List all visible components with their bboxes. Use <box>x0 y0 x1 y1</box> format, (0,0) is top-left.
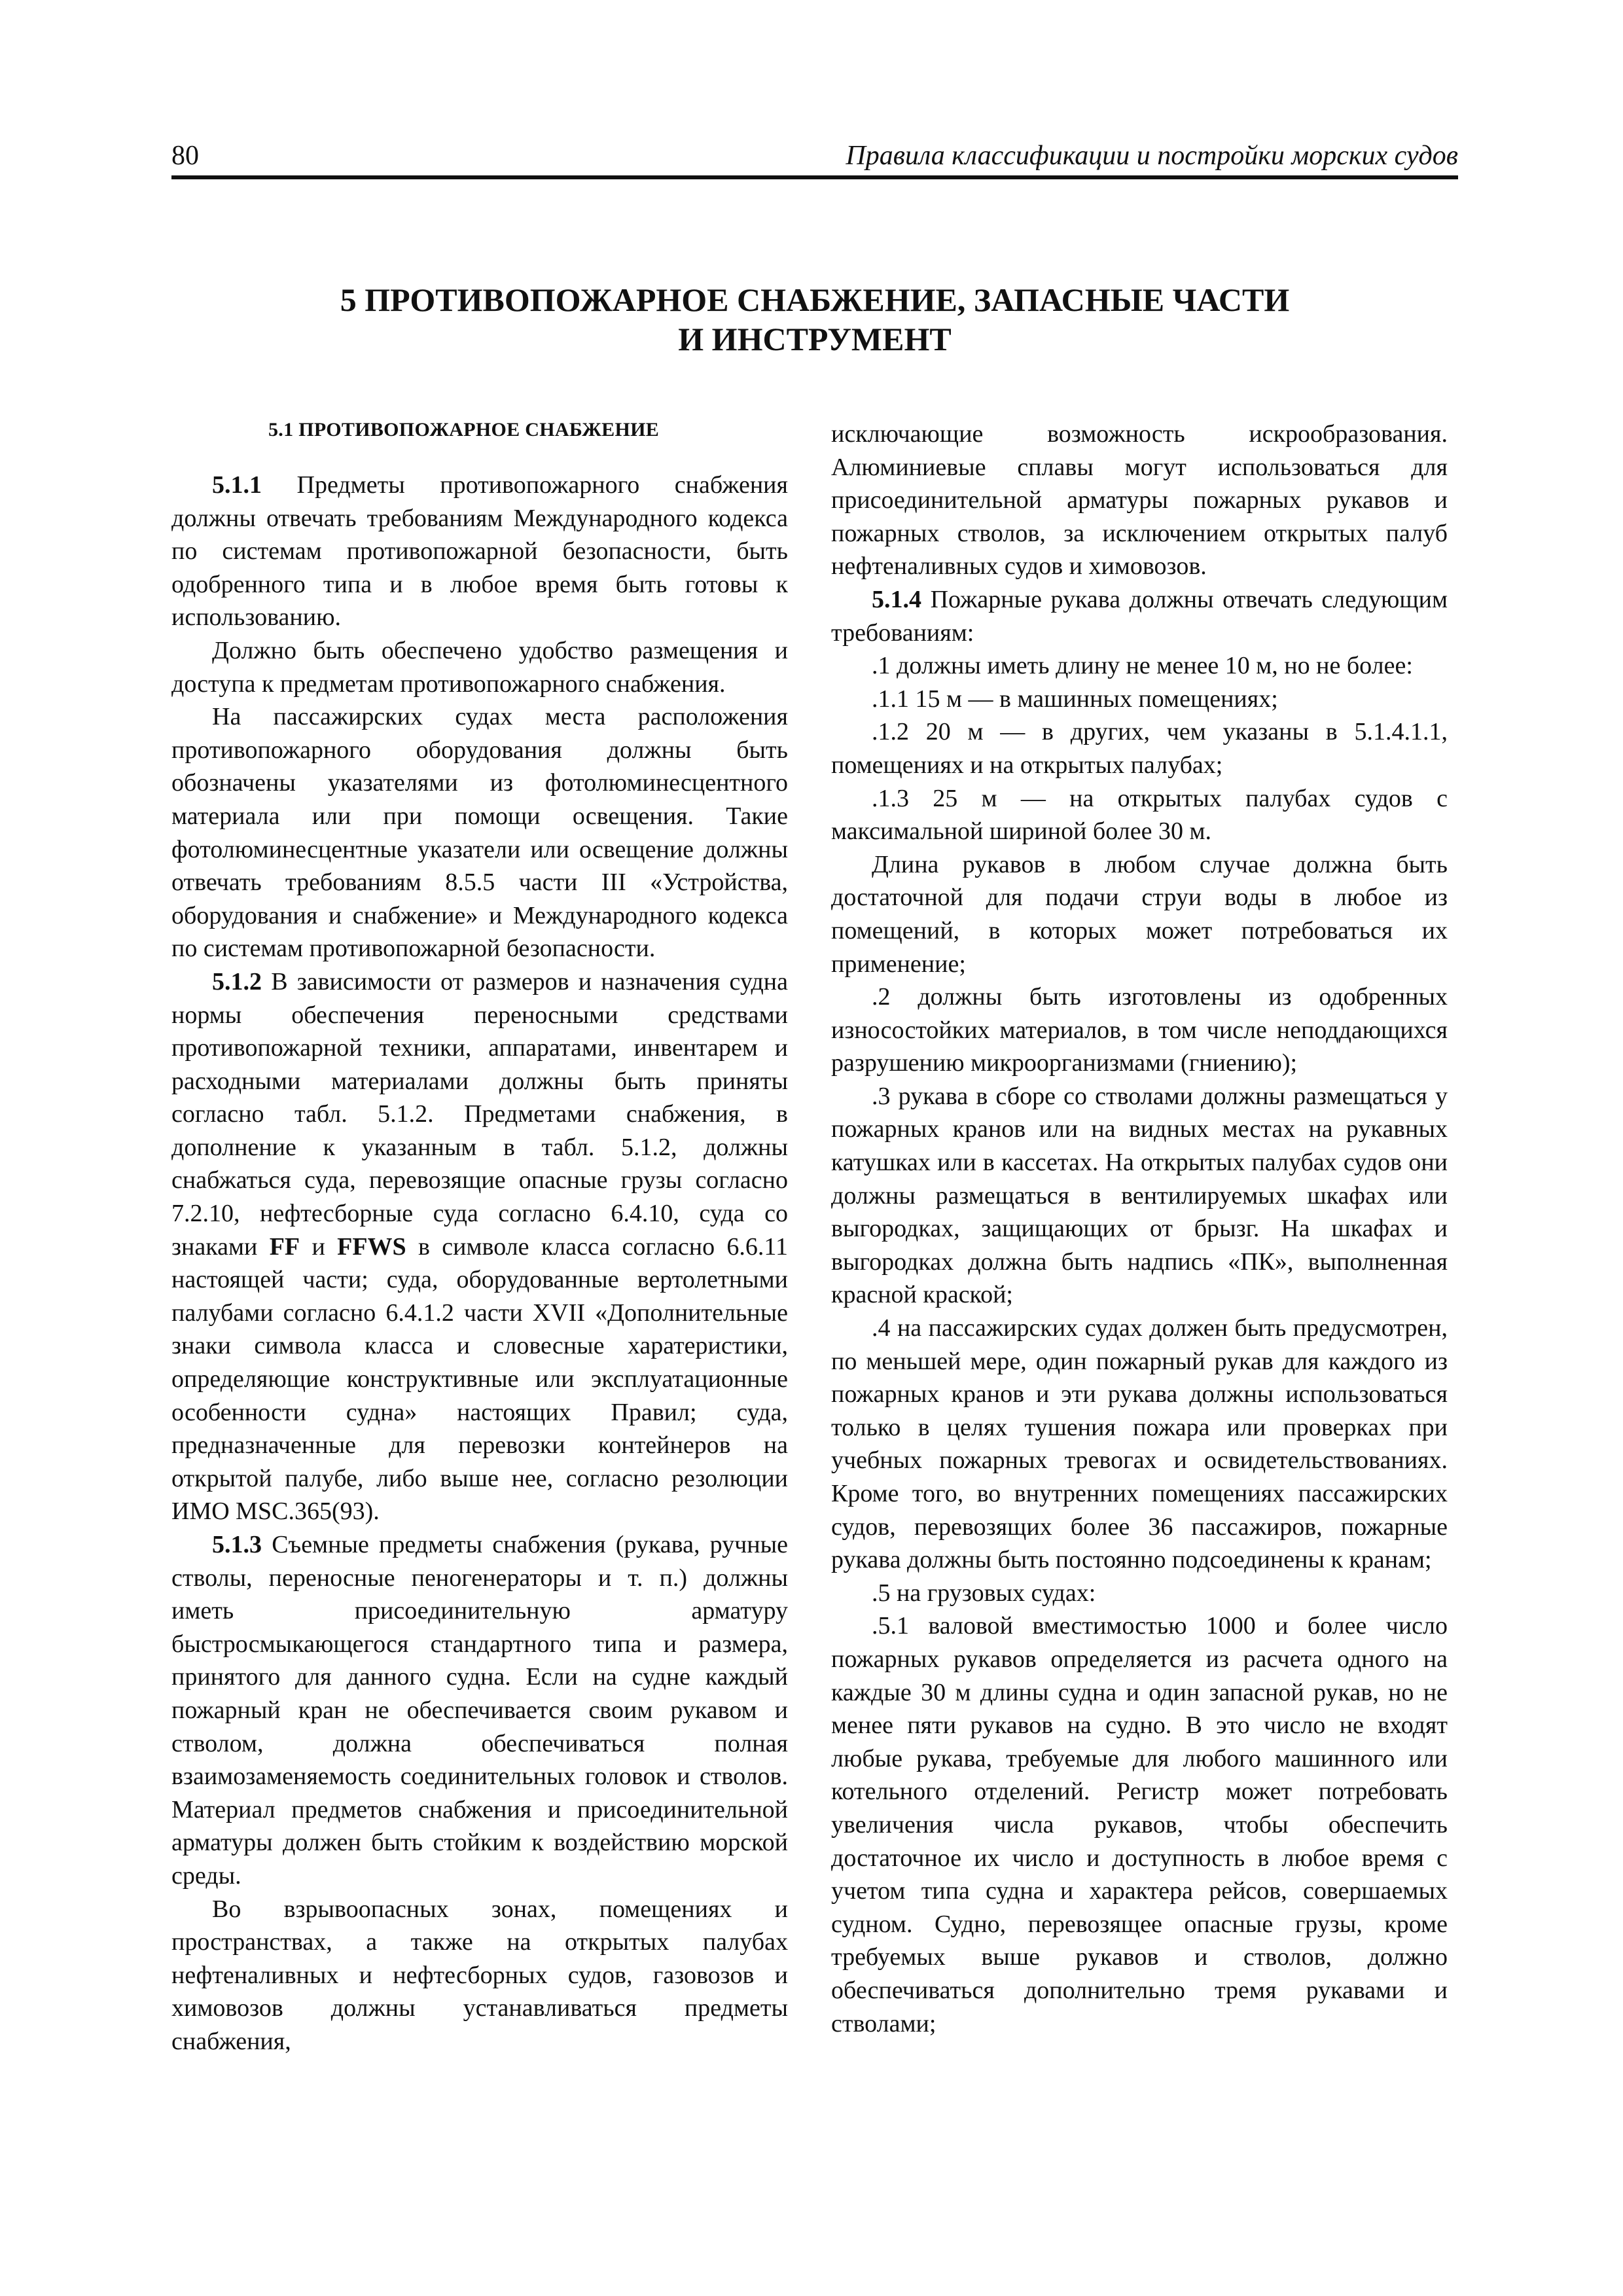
list-item: .2 должны быть изготовлены из одобренных износостойких материалов, в том числе неподдающихся разрушению микроорганизмами (гниению); <box>831 983 1448 1077</box>
section-heading: 5.1 ПРОТИВОПОЖАРНОЕ СНАБЖЕНИЕ <box>268 419 660 440</box>
page-number: 80 <box>171 141 199 171</box>
chapter-title-line-2: И ИНСТРУМЕНТ <box>678 321 952 357</box>
list-item: .1.1 15 м — в машинных помещениях; <box>872 685 1278 713</box>
paragraph-5-1-2 <box>171 965 788 1528</box>
paragraph-text: Съемные предметы снабжения (рукава, ручные стволы, переносные пеногенераторы и т. п.) должны иметь присоединительную арматуру быстросмыкающегося стандартного типа и размера, принятого для данного судна. Если на судне каждый пожарный кран не обеспечивается своим рукавом и стволом, должна обеспечиваться полная взаимозаменяемость соединительных головок и стволов. Материал предметов снабжения и присоединительной арматуры должен быть стойким к воздействию морской среды. <box>171 1531 788 1890</box>
paragraph: Во взрывоопасных зонах, помещениях и пространствах, а также на открытых палубах нефтеналивных и нефтесборных судов, газовозов и химовозов должны устанавливаться предметы снабжения, <box>171 1895 788 2055</box>
paragraph: Должно быть обеспечено удобство размещения и доступа к предметам противопожарного снабжения. <box>171 636 788 698</box>
paragraph: Длина рукавов в любом случае должна быть достаточной для подачи струи воды в любое из помещений, в которых может потребоваться их применение; <box>831 850 1448 978</box>
clause-number: 5.1.2 <box>212 967 262 996</box>
chapter-title <box>171 280 1458 359</box>
class-notation-ff: FF <box>269 1232 300 1261</box>
clause-number: 5.1.1 <box>212 471 262 499</box>
paragraph-text: и <box>300 1232 338 1261</box>
paragraph-text: В зависимости от размеров и назначения судна нормы обеспечения переносными средствами противопожарной техники, аппаратами, инвентарем и расходными материалами должны быть приняты согласно табл. 5.1.2. Предметами снабжения, в дополнение к указанным в табл. 5.1.2, должны снабжаться суда, перевозящие опасные грузы согласно 7.2.10, нефтесборные суда согласно 6.4.10, суда со знаками <box>171 967 788 1261</box>
clause-number: 5.1.4 <box>872 585 921 613</box>
list-item: .1.2 20 м — в других, чем указаны в 5.1.4.1.1, помещениях и на открытых палубах; <box>831 718 1448 779</box>
list-item: .1.3 25 м — на открытых палубах судов с максимальной шириной более 30 м. <box>831 784 1448 846</box>
paragraph-text: в символе класса согласно 6.6.11 настоящей части; суда, оборудованные вертолетными палубами согласно 6.4.1.2 части XVII «Дополнительные знаки символа класса и словесные харатеристики, определяющие конструктивные или эксплуатационные особенности судна» настоящих Правил; суда, предназначенные для перевозки контейнеров на открытой палубе, либо выше нее, согласно резолюции ИМО MSC.365(93). <box>171 1232 788 1526</box>
chapter-title-line-1: 5 ПРОТИВОПОЖАРНОЕ СНАБЖЕНИЕ, ЗАПАСНЫЕ ЧАСТИ <box>340 281 1290 318</box>
list-item: .5 на грузовых судах: <box>872 1579 1096 1607</box>
header-rule <box>171 175 1458 179</box>
list-item: .5.1 валовой вместимостью 1000 и более число пожарных рукавов определяется из расчета одного на каждые 30 м длины судна и один запасной рукав, но не менее пяти рукавов на судно. В это число не входят любые рукава, требуемые для любого машинного или котельного отделений. Регистр может потребовать увеличения числа рукавов, чтобы обеспечить достаточное их число и доступность в любое время с учетом типа судна и характера рейсов, совершаемых судном. Судно, перевозящее опасные грузы, кроме требуемых выше рукавов и стволов, должно обеспечиваться дополнительно тремя рукавами и стволами; <box>831 1612 1448 2037</box>
paragraph-text: Пожарные рукава должны отвечать следующим требованиям: <box>831 585 1448 647</box>
class-notation-ffws: FFWS <box>337 1232 406 1261</box>
paragraph-5-1-1 <box>171 469 788 634</box>
paragraph: На пассажирских судах места расположения противопожарного оборудования должны быть обозначены указателями из фотолюминесцентного материала или при помощи освещения. Такие фотолюминесцентные указатели или освещение должны отвечать требованиям 8.5.5 части III «Устройства, оборудования и снабжение» и Международного кодекса по системам противопожарной безопасности. <box>171 703 788 963</box>
paragraph-continued: исключающие возможность искрообразования. Алюминиевые сплавы могут использоваться для присоединительной арматуры пожарных рукавов и пожарных стволов, за исключением открытых палуб нефтеналивных судов и химовозов. <box>831 420 1448 581</box>
list-item: .4 на пассажирских судах должен быть предусмотрен, по меньшей мере, один пожарный рукав для каждого из пожарных кранов и эти рукава должны использоваться только в целях тушения пожара или проверках при учебных пожарных тревогах и освидетельствованиях. Кроме того, во внутренних помещениях пассажирских судов, перевозящих более 36 пассажиров, пожарные рукава должны быть постоянно подсоединены к кранам; <box>831 1314 1448 1574</box>
paragraph-5-1-3 <box>171 1528 788 1893</box>
paragraph-text: Предметы противопожарного снабжения должны отвечать требованиям Международного кодекса по системам противопожарной безопасности, быть одобренного типа и в любое время быть готовы к использованию. <box>171 471 788 632</box>
list-item: .1 должны иметь длину не менее 10 м, но не более: <box>872 652 1413 680</box>
paragraph-5-1-4 <box>831 583 1448 649</box>
right-column <box>831 418 1448 2040</box>
list-item: .3 рукава в сборе со стволами должны размещаться у пожарных кранов или на видных местах на рукавных катушках или в кассетах. На открытых палубах судов они должны размещаться в вентилируемых шкафах или выгородках, защищающих от брызг. На шкафах и выгородках должна быть надпись «ПК», выполненная красной краской; <box>831 1082 1448 1309</box>
left-column <box>171 414 788 2058</box>
clause-number: 5.1.3 <box>212 1531 262 1558</box>
running-title: Правила классификации и постройки морских судов <box>846 141 1458 171</box>
